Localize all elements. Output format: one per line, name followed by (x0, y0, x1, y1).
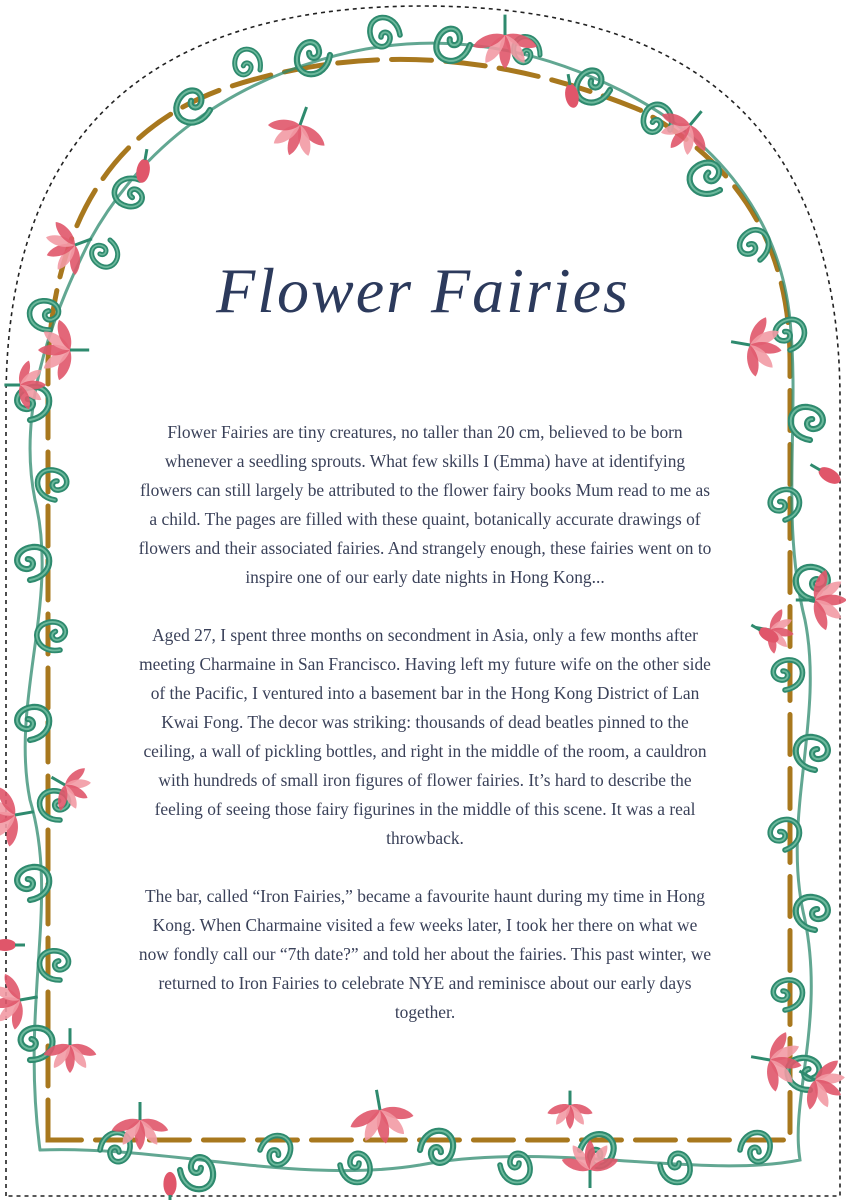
flower-bud-icon (807, 459, 843, 487)
vine-curl (796, 737, 828, 770)
lily-flower-icon (259, 96, 337, 166)
flower-bud-icon (134, 148, 153, 184)
page-title: Flower Fairies (216, 255, 630, 326)
paragraph-2: Aged 27, I spent three months on secondment in Asia, only a few months after meeting Charmaine in San Francisco. Having left my future wife on the other side of the Pacific, I ventured into a basement bar in the Hong Kong District of Lan Kwai Fong. The decor was striking: thousands of dead beatles pinned to the ceiling, a wall of pickling bottles, and right in the middle of the room, a cauldron with hundreds of small iron figures of flower fairies. It’s hard to describe the feeling of seeing those fairy figurines in the middle of this scene. It was a real throwback. (139, 625, 711, 848)
vine-curl (17, 707, 49, 740)
vine-curl (38, 470, 67, 500)
vine-curl (660, 1153, 690, 1182)
vine-curl (17, 867, 49, 900)
vine-curl (38, 948, 72, 983)
paragraph-1: Flower Fairies are tiny creatures, no taller than 20 cm, believed to be born whenever a seedling sprouts. What few skills I (Emma) have at identifying flowers can still largely be attributed to the flower fairy books Mum read to me as a child. The pages are filled with these quaint, botanically accurate drawings of flowers and their associated fairies. And strangely enough, these fairies went on to inspire one of our early date nights in Hong Kong... (138, 422, 712, 587)
vine-curl (768, 487, 802, 522)
lily-flower-icon (546, 1091, 594, 1129)
flower-bud-icon (163, 1172, 176, 1200)
vine-curl (231, 46, 265, 80)
paragraph-3: The bar, called “Iron Fairies,” became a favourite haunt during my time in Hong Kong. When Charmaine visited a few weeks later, I took her there on what we now fondly call our “7th date?” and told her about the fairies. This past winter, we returned to Iron Fairies to celebrate NYE and reminisce about our early days together. (138, 886, 712, 1022)
vine-curl (420, 1131, 453, 1163)
vine-curl (17, 547, 49, 580)
vine-curl (370, 18, 400, 47)
vine-curl (684, 156, 730, 202)
vine-curl (740, 1133, 770, 1162)
vine-curl (791, 407, 823, 440)
vine-curl (796, 897, 828, 930)
vine-curl (340, 1153, 370, 1182)
vine-curl (180, 1157, 213, 1189)
flower-bud-icon (0, 939, 25, 951)
lily-flower-icon (110, 1102, 170, 1150)
article-body (138, 418, 712, 1056)
lily-flower-icon (796, 568, 846, 632)
